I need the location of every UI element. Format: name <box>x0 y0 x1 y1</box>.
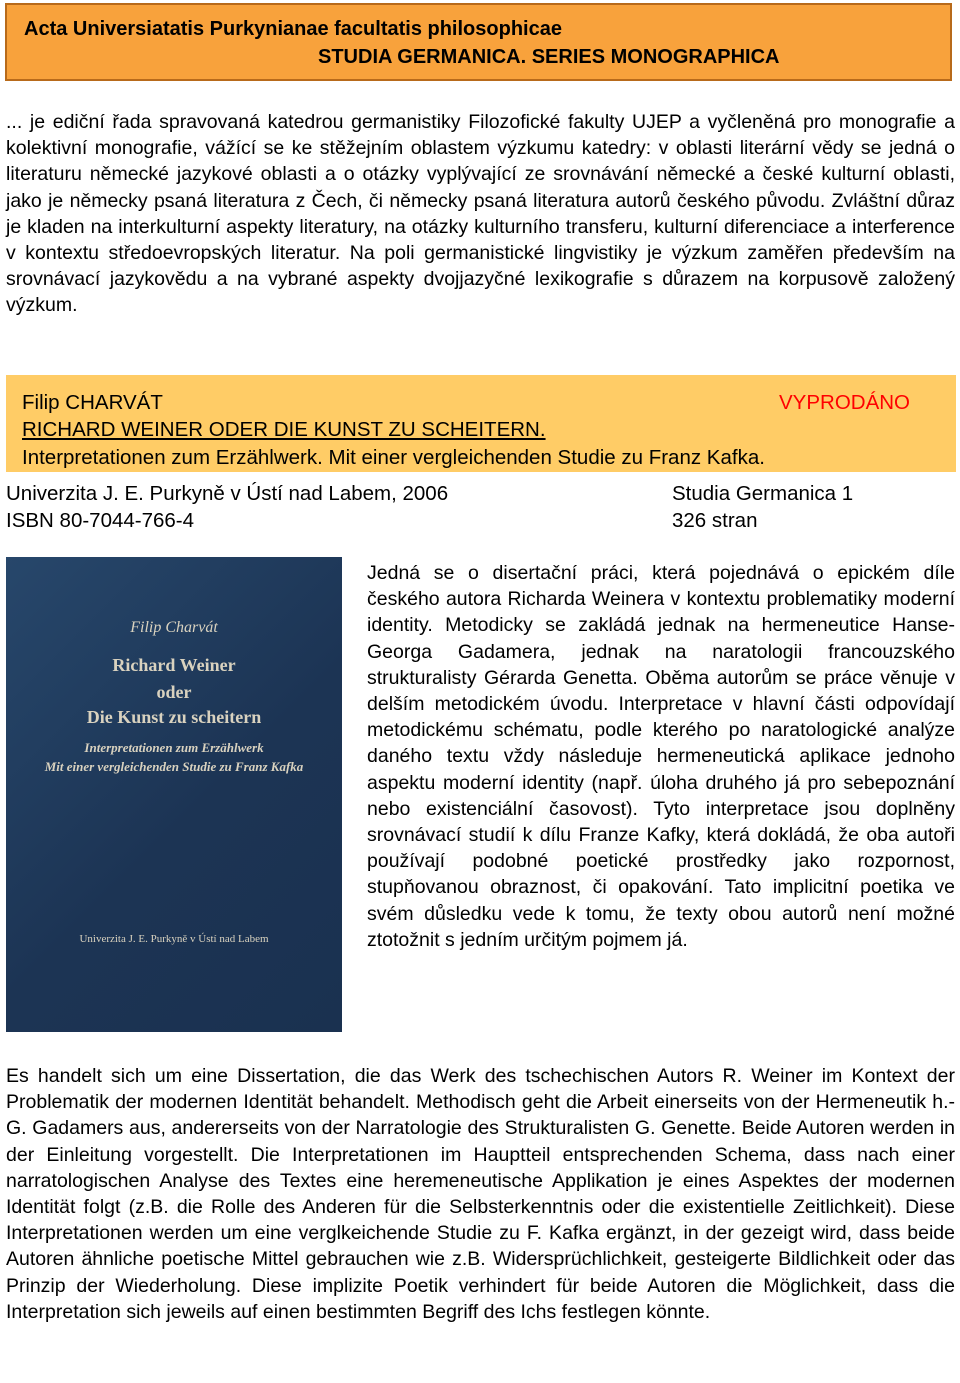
cover-subtitle-line1: Interpretationen zum Erzählwerk <box>84 740 264 755</box>
status-badge: VYPRODÁNO <box>779 391 910 414</box>
series-header <box>5 3 952 81</box>
book-title: RICHARD WEINER ODER DIE KUNST ZU SCHEITERN. <box>22 418 546 441</box>
cover-title-line3: Die Kunst zu scheitern <box>86 707 262 727</box>
book-cover-image <box>6 557 342 1032</box>
cover-author: Filip Charvát <box>130 619 218 636</box>
book-series: Studia Germanica 1 <box>672 482 854 505</box>
series-title-line2: STUDIA GERMANICA. SERIES MONOGRAPHICA <box>318 46 780 68</box>
cover-publisher: Univerzita J. E. Purkyně v Ústí nad Labem <box>79 933 269 945</box>
book-description-german: Es handelt sich um eine Dissertation, die das Werk des tschechischen Autors R. Weiner im Kontext der Problematik der modernen Identität behandelt. Methodisch geht die Arbeit einerseits von der Hermeneutik h.-G. Gadamers aus, andererseits von der Narratologie des Strukturalisten G. Genette. Beide Autoren werden in der Einleitung vorgestellt. Die Interpretationen im Hauptteil entsprechenden Schema, dass nach einer narratologischen Analyse des Textes eine heremeneutische Applikation je eines Aspektes der modernen Identität folgt (z.B. die Rolle des Anderen für die Selbsterkenntnis oder die existentielle Zeitlichkeit). Diese Interpretationen werden um eine verglkeichende Studie zu F. Kafka ergänzt, in der gezeigt wird, dass beide Autoren ähnliche poetische Mittel gebrauchen wie z.B. Widersprüchlichkeit, gesteigerte Bildlichkeit oder das Prinzip der Wiederholung. Diese implizite Poetik verhindert für beide Autoren die Möglichkeit, dass die Interpretation sich jeweils auf einen bestimmten Begriff des Ichs festlegen könnte. <box>6 1065 955 1323</box>
cover-subtitle-line2: Mit einer vergleichenden Studie zu Franz Kafka <box>44 759 304 774</box>
series-description: ... je ediční řada spravovaná katedrou germanistiky Filozofické fakulty UJEP a vyčleněná pro monografie a kolektivní monografie, vážící se ke stěžejním oblastem výzkumu katedry: v oblasti literární vědy se jedná o literaturu německé jazykové oblasti a o otázky vyplývající ze srovnávání německé a české kulturní oblasti, jako je německy psaná literatura z Čech, či německy psaná literatura autorů českého původu. Zvláštní důraz je kladen na interkulturní aspekty literatury, na otázky kulturního transferu, kulturní diferenciace a interference v kontextu středoevropských literatur. Na poli germanistické lingvistiky je výzkum zaměřen především na srovnávací jazykovědu a na vybrané aspekty dvojjazyčné lexikografie s důrazem na korpusově založený výzkum. <box>6 111 955 317</box>
book-info-band <box>6 375 956 472</box>
book-description-czech: Jedná se o disertační práci, která pojednává o epickém díle českého autora Richarda Weinera v kontextu problematiky moderní identity. Metodicky se zakládá jednak na hermeneutice Hanse-Georga Gadamera, jednak na naratologii francouzského strukturalisty Gérarda Genetta. Oběma autorům se práce věnuje v delším metodickém úvodu. Interpretace v hlavní části odpovídají metodickému schématu, podle kterého po naratologické analýze daného textu vždy následuje hermeneutická aplikace jednoho aspektu moderní identity (např. úloha druhého já pro sebepoznání nebo existenciální časovost). Tyto interpretace jsou doplněny srovnávací studií k dílu Franze Kafky, která dokládá, že oba autoři používají podobné poetické prostředky jako rozpornost, stupňovanou obraznost, či opakování. Tato implicitní poetika ve svém důsledku vede k tomu, že texty obou autorů není možné ztotožnit s jedním určitým pojmem já. <box>367 562 955 951</box>
book-author: Filip CHARVÁT <box>22 391 163 414</box>
book-pages: 326 stran <box>672 509 758 532</box>
book-publisher: Univerzita J. E. Purkyně v Ústí nad Labem, 2006 <box>6 482 449 505</box>
cover-title-line2: oder <box>156 682 192 702</box>
book-isbn: ISBN 80-7044-766-4 <box>6 509 195 532</box>
cover-title-line1: Richard Weiner <box>112 655 236 675</box>
series-title-line1: Acta Universiatatis Purkynianae facultatis philosophicae <box>24 18 562 40</box>
book-subtitle: Interpretationen zum Erzählwerk. Mit einer vergleichenden Studie zu Franz Kafka. <box>22 446 765 469</box>
